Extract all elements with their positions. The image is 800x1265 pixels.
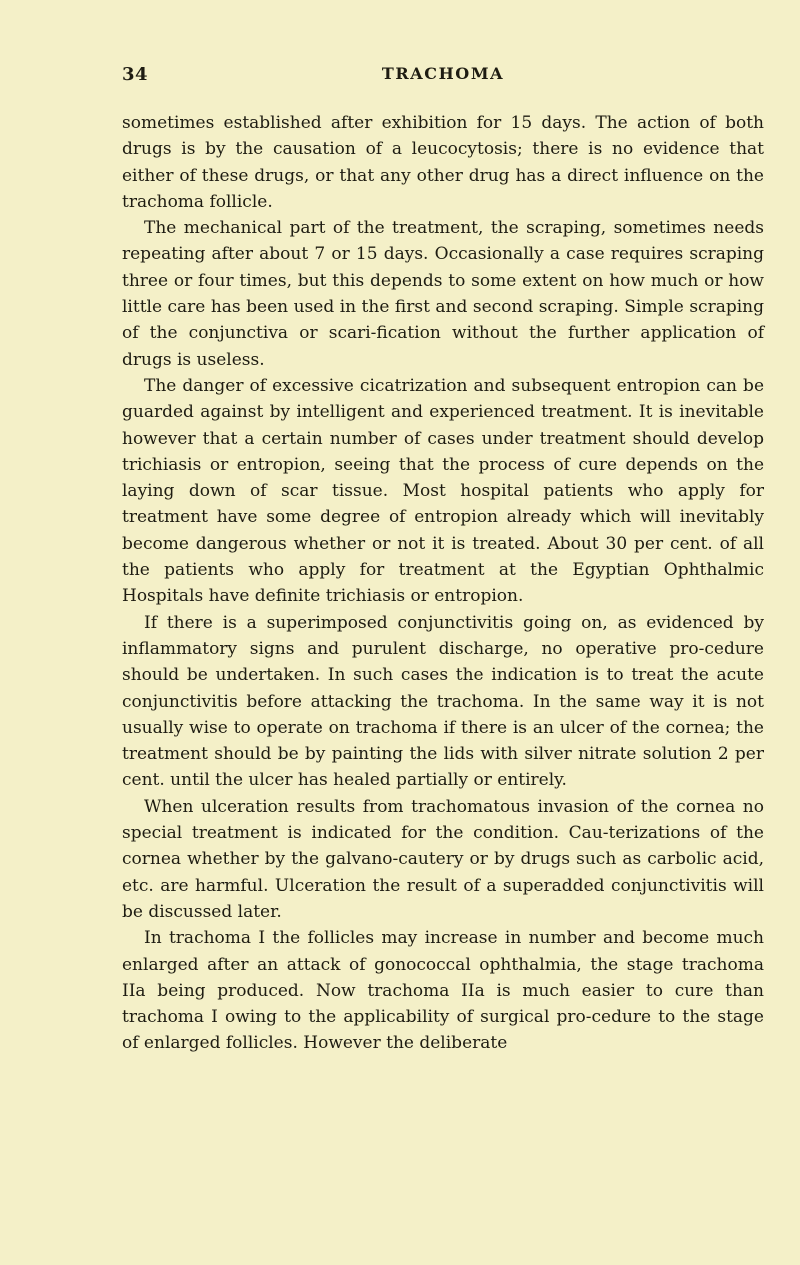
paragraph-ulceration: When ulceration results from trachomatous invasion of the cornea no special treatment is indicated for the condition. Cau-terizations of the cornea whether by the galvano-cautery or by drugs such as carbolic acid, etc. are harmful. Ulceration the result of a superadded conjunctivitis will be discussed later. (122, 796, 764, 922)
body-text (122, 110, 764, 1057)
paragraph-conjunctivitis: If there is a superimposed conjunctivitis going on, as evidenced by inflammatory signs and purulent discharge, no operative pro-cedure should be undertaken. In such cases the indication is to treat the acute conjunctivitis before attacking the trachoma. In the same way it is not usually wise to operate on trachoma if there is an ulcer of the cornea; the treatment should be by painting the lids with silver nitrate solution 2 per cent. until the ulcer has healed partially or entirely. (122, 612, 764, 791)
paragraph-trachoma-stages: In trachoma I the follicles may increase in number and become much enlarged after an attack of gonococcal ophthalmia, the stage trachoma IIa being produced. Now trachoma IIa is much easier to cure than trachoma I owing to the applicability of surgical pro-cedure to the stage of enlarged follicles. However the deliberate (122, 928, 764, 1054)
paragraph-cicatrization: The danger of excessive cicatrization and subsequent entropion can be guarded against by intelligent and experienced treatment. It is inevitable however that a certain number of cases under treatment should develop trichiasis or entropion, seeing that the process of cure depends on the laying down of scar tissue. Most hospital patients who apply for treatment have some degree of entropion already which will inevitably become dangerous whether or not it is treated. About 30 per cent. of all the patients who apply for treatment at the Egyptian Ophthalmic Hospitals have definite trichiasis or entropion. (122, 375, 764, 607)
running-head (122, 64, 764, 90)
paragraph-continued: sometimes established after exhibition for 15 days. The action of both drugs is by the causation of a leucocytosis; there is no evidence that either of these drugs, or that any other drug has a direct influence on the trachoma follicle. (122, 113, 764, 212)
paragraph-mechanical-treatment: The mechanical part of the treatment, the scraping, sometimes needs repeating after about 7 or 15 days. Occasionally a case requires scraping three or four times, but this depends to some extent on how much or how little care has been used in the first and second scraping. Simple scraping of the conjunctiva or scari-fication without the further application of drugs is useless. (122, 218, 764, 370)
page-number: 34 (122, 64, 149, 85)
running-title: TRACHOMA (381, 64, 505, 83)
